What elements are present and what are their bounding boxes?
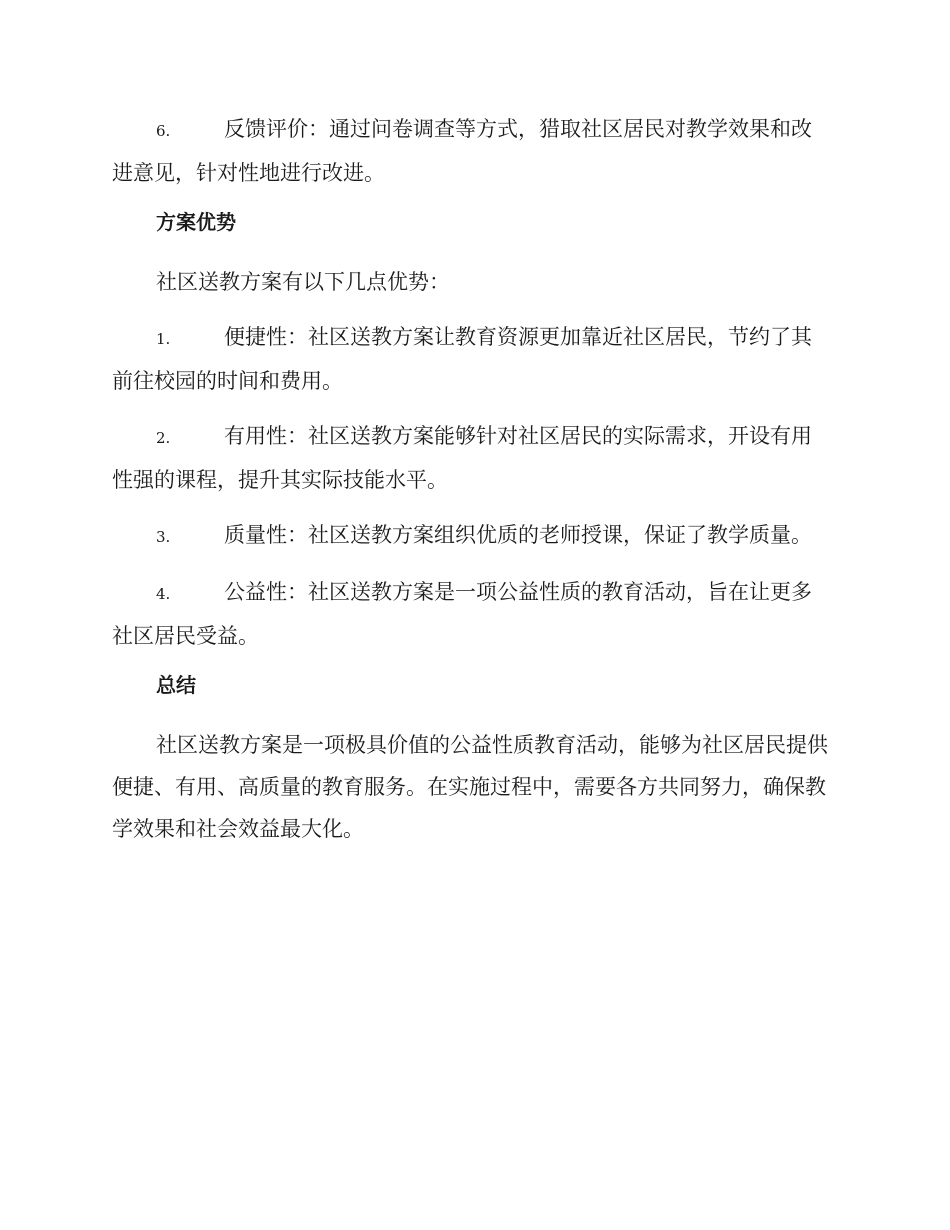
list-item-1	[112, 316, 832, 402]
list-item-2	[112, 415, 832, 501]
list-item-6	[112, 108, 832, 194]
advantages-intro: 社区送教方案有以下几点优势：	[156, 270, 450, 294]
list-text: 质量性：社区送教方案组织优质的老师授课，保证了教学质量。	[224, 523, 812, 547]
list-number: 6.	[156, 122, 171, 140]
section-heading-summary: 总结	[156, 673, 196, 697]
list-text: 便捷性：社区送教方案让教育资源更加靠近社区居民，节约了其前往校园的时间和费用。	[112, 325, 812, 393]
list-number: 2.	[156, 429, 171, 447]
summary-paragraph: 社区送教方案是一项极具价值的公益性质教育活动，能够为社区居民提供便捷、有用、高质量的教育服务。在实施过程中，需要各方共同努力，确保教学效果和社会效益最大化。	[112, 733, 828, 841]
list-number: 3.	[156, 528, 171, 546]
list-text: 有用性：社区送教方案能够针对社区居民的实际需求，开设有用性强的课程，提升其实际技能水平。	[112, 424, 812, 492]
list-text: 公益性：社区送教方案是一项公益性质的教育活动，旨在让更多社区居民受益。	[112, 580, 812, 648]
list-number: 1.	[156, 330, 171, 348]
list-number: 4.	[156, 585, 171, 603]
list-item-4	[112, 571, 832, 657]
list-item-3	[112, 514, 832, 558]
list-text: 反馈评价：通过问卷调查等方式，猎取社区居民对教学效果和改进意见，针对性地进行改进。	[112, 117, 812, 185]
section-heading-advantages: 方案优势	[156, 210, 236, 234]
